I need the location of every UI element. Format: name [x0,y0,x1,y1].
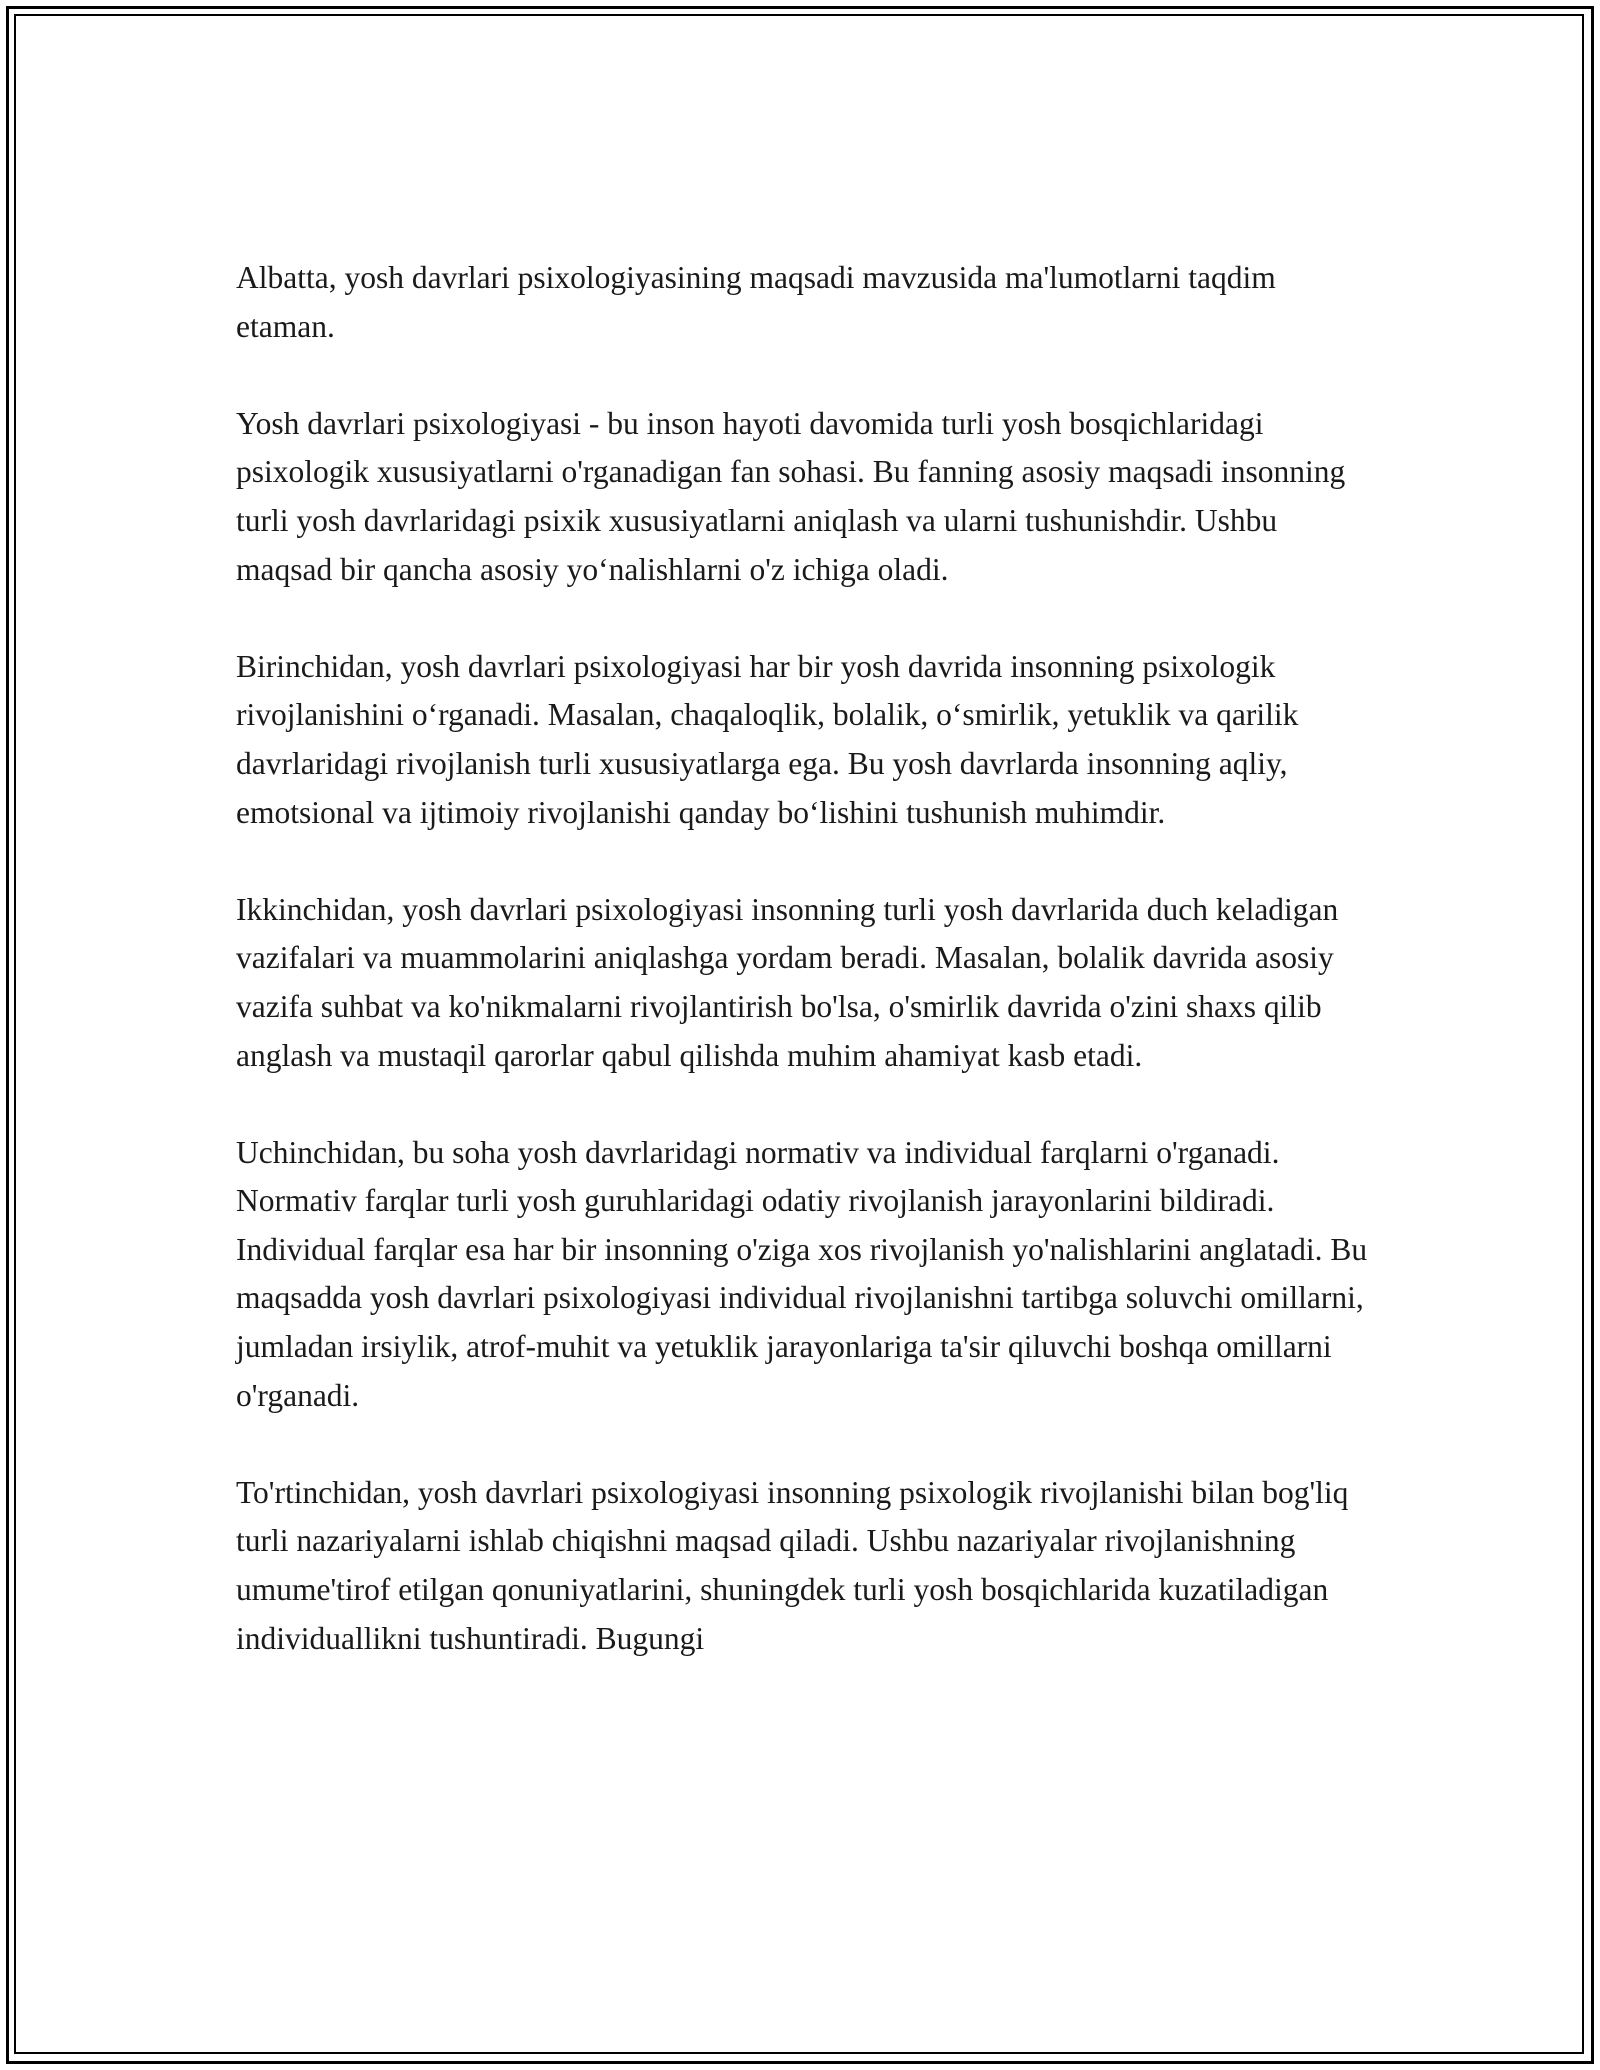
paragraph-intro: Albatta, yosh davrlari psixologiyasining maqsadi mavzusida ma'lumotlarni taqdim etaman. [236,260,1276,344]
document-body [236,254,1376,1712]
paragraph-third: Uchinchidan, bu soha yosh davrlaridagi normativ va individual farqlarni o'rganadi. Normativ farqlar turli yosh guruhlaridagi odatiy rivojlanish jarayonlarini bildiradi. Individual farqlar esa har bir insonning o'ziga xos rivojlanish yo'nalishlarini anglatadi. Bu maqsadda yosh davrlari psixologiyasi individual rivojlanishni tartibga soluvchi omillarni, jumladan irsiylik, atrof-muhit va yetuklik jarayonlariga ta'sir qiluvchi boshqa omillarni o'rganadi. [236,1134,1368,1413]
paragraph-first: Birinchidan, yosh davrlari psixologiyasi har bir yosh davrida insonning psixologik rivojlanishini o‘rganadi. Masalan, chaqaloqlik, bolalik, o‘smirlik, yetuklik va qarilik davrlaridagi rivojlanish turli xususiyatlarga ega. Bu yosh davrlarda insonning aqliy, emotsional va ijtimoiy rivojlanishi qanday bo‘lishini tushunish muhimdir. [236,648,1299,830]
paragraph-fourth: To'rtinchidan, yosh davrlari psixologiyasi insonning psixologik rivojlanishi bilan bog'liq turli nazariyalarni ishlab chiqishni maqsad qiladi. Ushbu nazariyalar rivojlanishning umume'tirof etilgan qonuniyatlarini, shuningdek turli yosh bosqichlarida kuzatiladigan individuallikni tushuntiradi. Bugungi [236,1474,1349,1656]
paragraph-definition: Yosh davrlari psixologiyasi - bu inson hayoti davomida turli yosh bosqichlaridagi psixologik xususiyatlarni o'rganadigan fan sohasi. Bu fanning asosiy maqsadi insonning turli yosh davrlaridagi psixik xususiyatlarni aniqlash va ularni tushunishdir. Ushbu maqsad bir qancha asosiy yo‘nalishlarni o'z ichiga oladi. [236,405,1346,587]
paragraph-second: Ikkinchidan, yosh davrlari psixologiyasi insonning turli yosh davrlarida duch keladigan vazifalari va muammolarini aniqlashga yordam beradi. Masalan, bolalik davrida asosiy vazifa suhbat va ko'nikmalarni rivojlantirish bo'lsa, o'smirlik davrida o'zini shaxs qilib anglash va mustaqil qarorlar qabul qilishda muhim ahamiyat kasb etadi. [236,891,1339,1073]
